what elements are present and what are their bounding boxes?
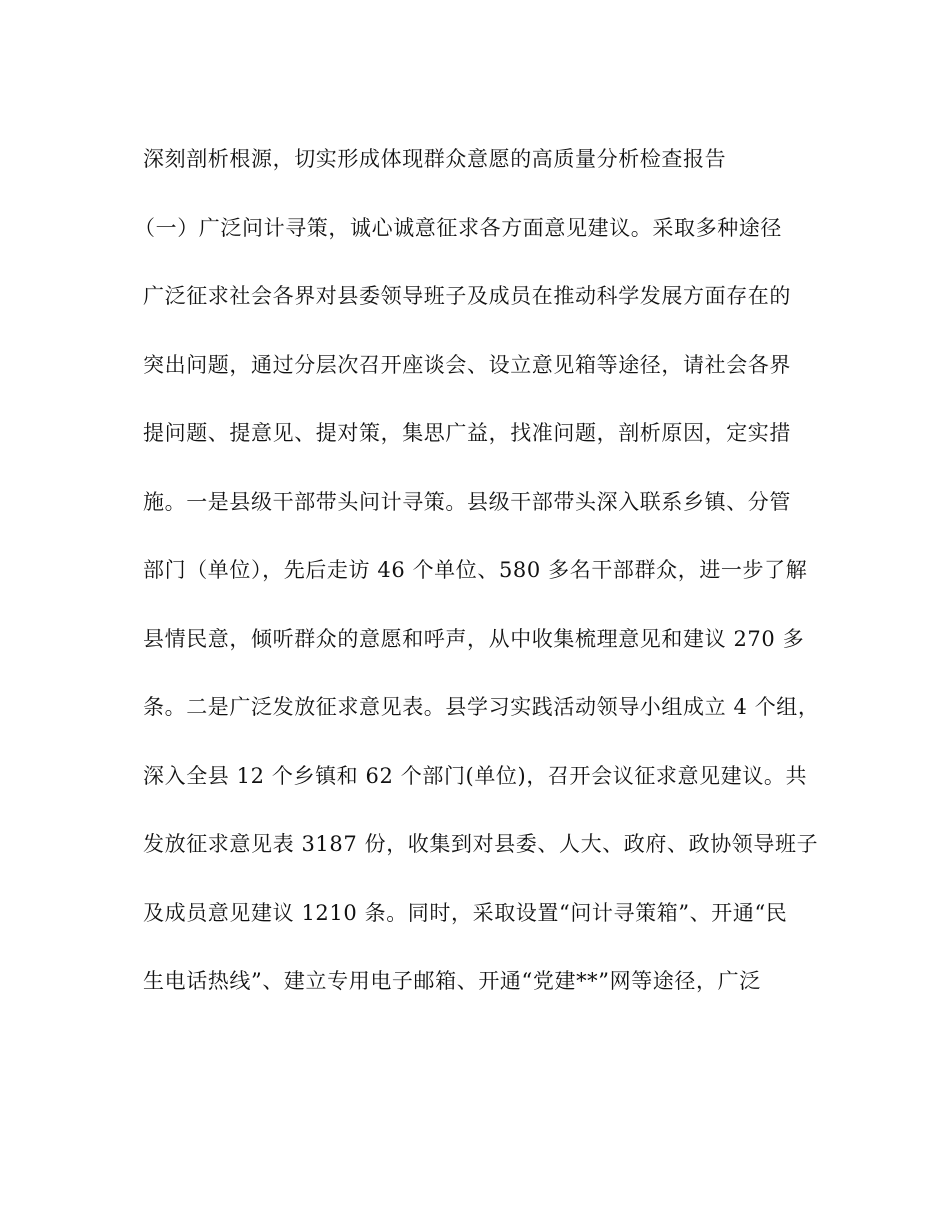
document-line: 生电话热线”、建立专用电子邮箱、开通“党建**”网等途径，广泛 bbox=[143, 969, 761, 993]
document-line: 及成员意见建议 1210 条。同时，采取设置“问计寻策箱”、开通“民 bbox=[143, 900, 788, 925]
document-line: 施。一是县级干部带头问计寻策。县级干部带头深入联系乡镇、分管 bbox=[143, 489, 791, 514]
document-line: 深入全县 12 个乡镇和 62 个部门(单位)，召开会议征求意见建议。共 bbox=[143, 763, 808, 788]
document-line: 县情民意，倾听群众的意愿和呼声，从中收集梳理意见和建议 270 多 bbox=[143, 626, 805, 651]
document-line: （一）广泛问计寻策，诚心诚意征求各方面意见建议。采取多种途径 bbox=[134, 215, 782, 240]
document-line: 条。二是广泛发放征求意见表。县学习实践活动领导小组成立 4 个组， bbox=[143, 695, 820, 719]
document-line: 突出问题，通过分层次召开座谈会、设立意见箱等途径，请社会各界 bbox=[143, 352, 791, 377]
document-line: 部门（单位），先后走访 46 个单位、580 多名干部群众，进一步了解 bbox=[143, 558, 808, 582]
document-line: 发放征求意见表 3187 份，收集到对县委、人大、政府、政协领导班子 bbox=[143, 832, 819, 856]
document-line: 深刻剖析根源，切实形成体现群众意愿的高质量分析检查报告 bbox=[143, 147, 727, 171]
document-line: 广泛征求社会各界对县委领导班子及成员在推动科学发展方面存在的 bbox=[143, 284, 791, 308]
document-line: 提问题、提意见、提对策，集思广益，找准问题，剖析原因，定实措 bbox=[143, 421, 791, 445]
document-body bbox=[134, 136, 820, 1027]
